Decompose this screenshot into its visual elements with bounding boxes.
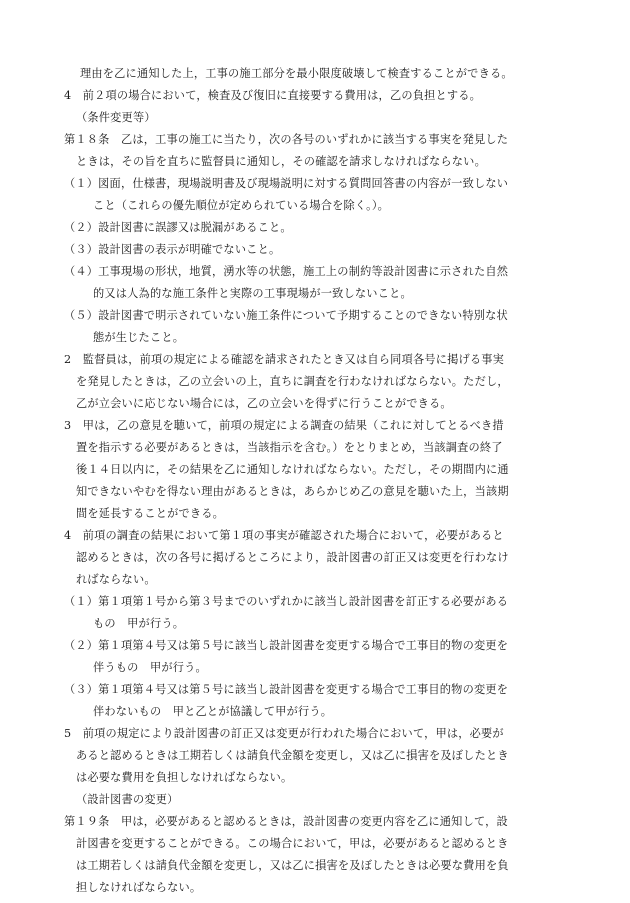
list-item: （２）第１項第４号又は第５号に該当し設計図書を変更する場合で工事目的物の変更を bbox=[64, 639, 509, 652]
text-line: 後１４日以内に，その結果を乙に通知しなければならない。ただし，その期間内に通 bbox=[76, 463, 509, 476]
text-line: 担しなければならない。 bbox=[76, 881, 202, 894]
text-line: 乙が立会いに応じない場合には，乙の立会いを得ずに行うことができる。 bbox=[76, 397, 452, 410]
list-item: （２）設計図書に誤謬又は脱漏があること。 bbox=[64, 221, 292, 234]
text-line: 伴わないもの 甲と乙とが協議して甲が行う。 bbox=[93, 705, 333, 718]
text-line: 置を指示する必要があるときは，当該指示を含む。）をとりまとめ，当該調査の終了 bbox=[76, 441, 503, 454]
section-heading: （設計図書の変更） bbox=[76, 793, 179, 806]
section-heading: （条件変更等） bbox=[76, 111, 156, 124]
text-line: 的又は人為的な施工条件と実際の工事現場が一致しないこと。 bbox=[93, 287, 412, 300]
paragraph-start: 3 甲は，乙の意見を聴いて，前項の規定による調査の結果（これに対してとるべき措 bbox=[64, 419, 504, 432]
text-line: ればならない。 bbox=[76, 573, 156, 586]
paragraph-start: 4 前項の調査の結果において第１項の事実が確認された場合において，必要があると bbox=[64, 529, 504, 542]
paragraph-start: 5 前項の規定により設計図書の訂正又は変更が行われた場合において，甲は，必要が bbox=[64, 727, 504, 740]
text-line: 間を延長することができる。 bbox=[76, 507, 225, 520]
text-line: 認めるときは，次の各号に掲げるところにより，設計図書の訂正又は変更を行わなけ bbox=[76, 551, 509, 564]
article-heading: 第１９条 甲は，必要があると認めるときは，設計図書の変更内容を乙に通知して，設 bbox=[64, 815, 508, 828]
list-item: （１）図面，仕様書，現場説明書及び現場説明に対する質問回答書の内容が一致しない bbox=[64, 177, 509, 190]
list-item: （５）設計図書で明示されていない施工条件について予期することのできない特別な状 bbox=[64, 309, 508, 322]
text-line: 態が生じたこと。 bbox=[93, 331, 185, 344]
article-heading: 第１８条 乙は，工事の施工に当たり，次の各号のいずれかに該当する事実を発見した bbox=[64, 133, 509, 146]
text-line: ときは，その旨を直ちに監督員に通知し，その確認を請求しなければならない。 bbox=[76, 155, 486, 168]
text-line: 計図書を変更することができる。この場合において，甲は，必要があると認めるとき bbox=[76, 837, 509, 850]
list-item: （３）第１項第４号又は第５号に該当し設計図書を変更する場合で工事目的物の変更を bbox=[64, 683, 509, 696]
list-item: （１）第１項第１号から第３号までのいずれかに該当し設計図書を訂正する必要がある bbox=[64, 595, 509, 608]
text-line: 4 前２項の場合において，検査及び復旧に直接要する費用は，乙の負担とする。 bbox=[64, 89, 482, 102]
list-item: （４）工事現場の形状，地質，湧水等の状態，施工上の制約等設計図書に示された自然 bbox=[64, 265, 509, 278]
text-line: は必要な費用を負担しなければならない。 bbox=[76, 771, 293, 784]
text-line: 知できないやむを得ない理由があるときは，あらかじめ乙の意見を聴いた上，当該期 bbox=[76, 485, 509, 498]
text-line: 理由を乙に通知した上，工事の施工部分を最小限度破壊して検査することができる。 bbox=[80, 67, 513, 80]
text-line: あると認めるときは工期若しくは請負代金額を変更し，又は乙に損害を及ぼしたとき bbox=[76, 749, 509, 762]
list-item: （３）設計図書の表示が明確でないこと。 bbox=[64, 243, 281, 256]
text-line: を発見したときは，乙の立会いの上，直ちに調査を行わなければならない。ただし， bbox=[76, 375, 509, 388]
text-line: こと（これらの優先順位が定められている場合を除く。）。 bbox=[93, 199, 390, 212]
text-line: もの 甲が行う。 bbox=[93, 617, 185, 630]
paragraph-start: 2 監督員は，前項の規定による確認を請求されたとき又は自ら同項各号に掲げる事実 bbox=[64, 353, 505, 366]
text-line: 伴うもの 甲が行う。 bbox=[93, 661, 207, 674]
text-line: は工期若しくは請負代金額を変更し，又は乙に損害を及ぼしたときは必要な費用を負 bbox=[76, 859, 509, 872]
